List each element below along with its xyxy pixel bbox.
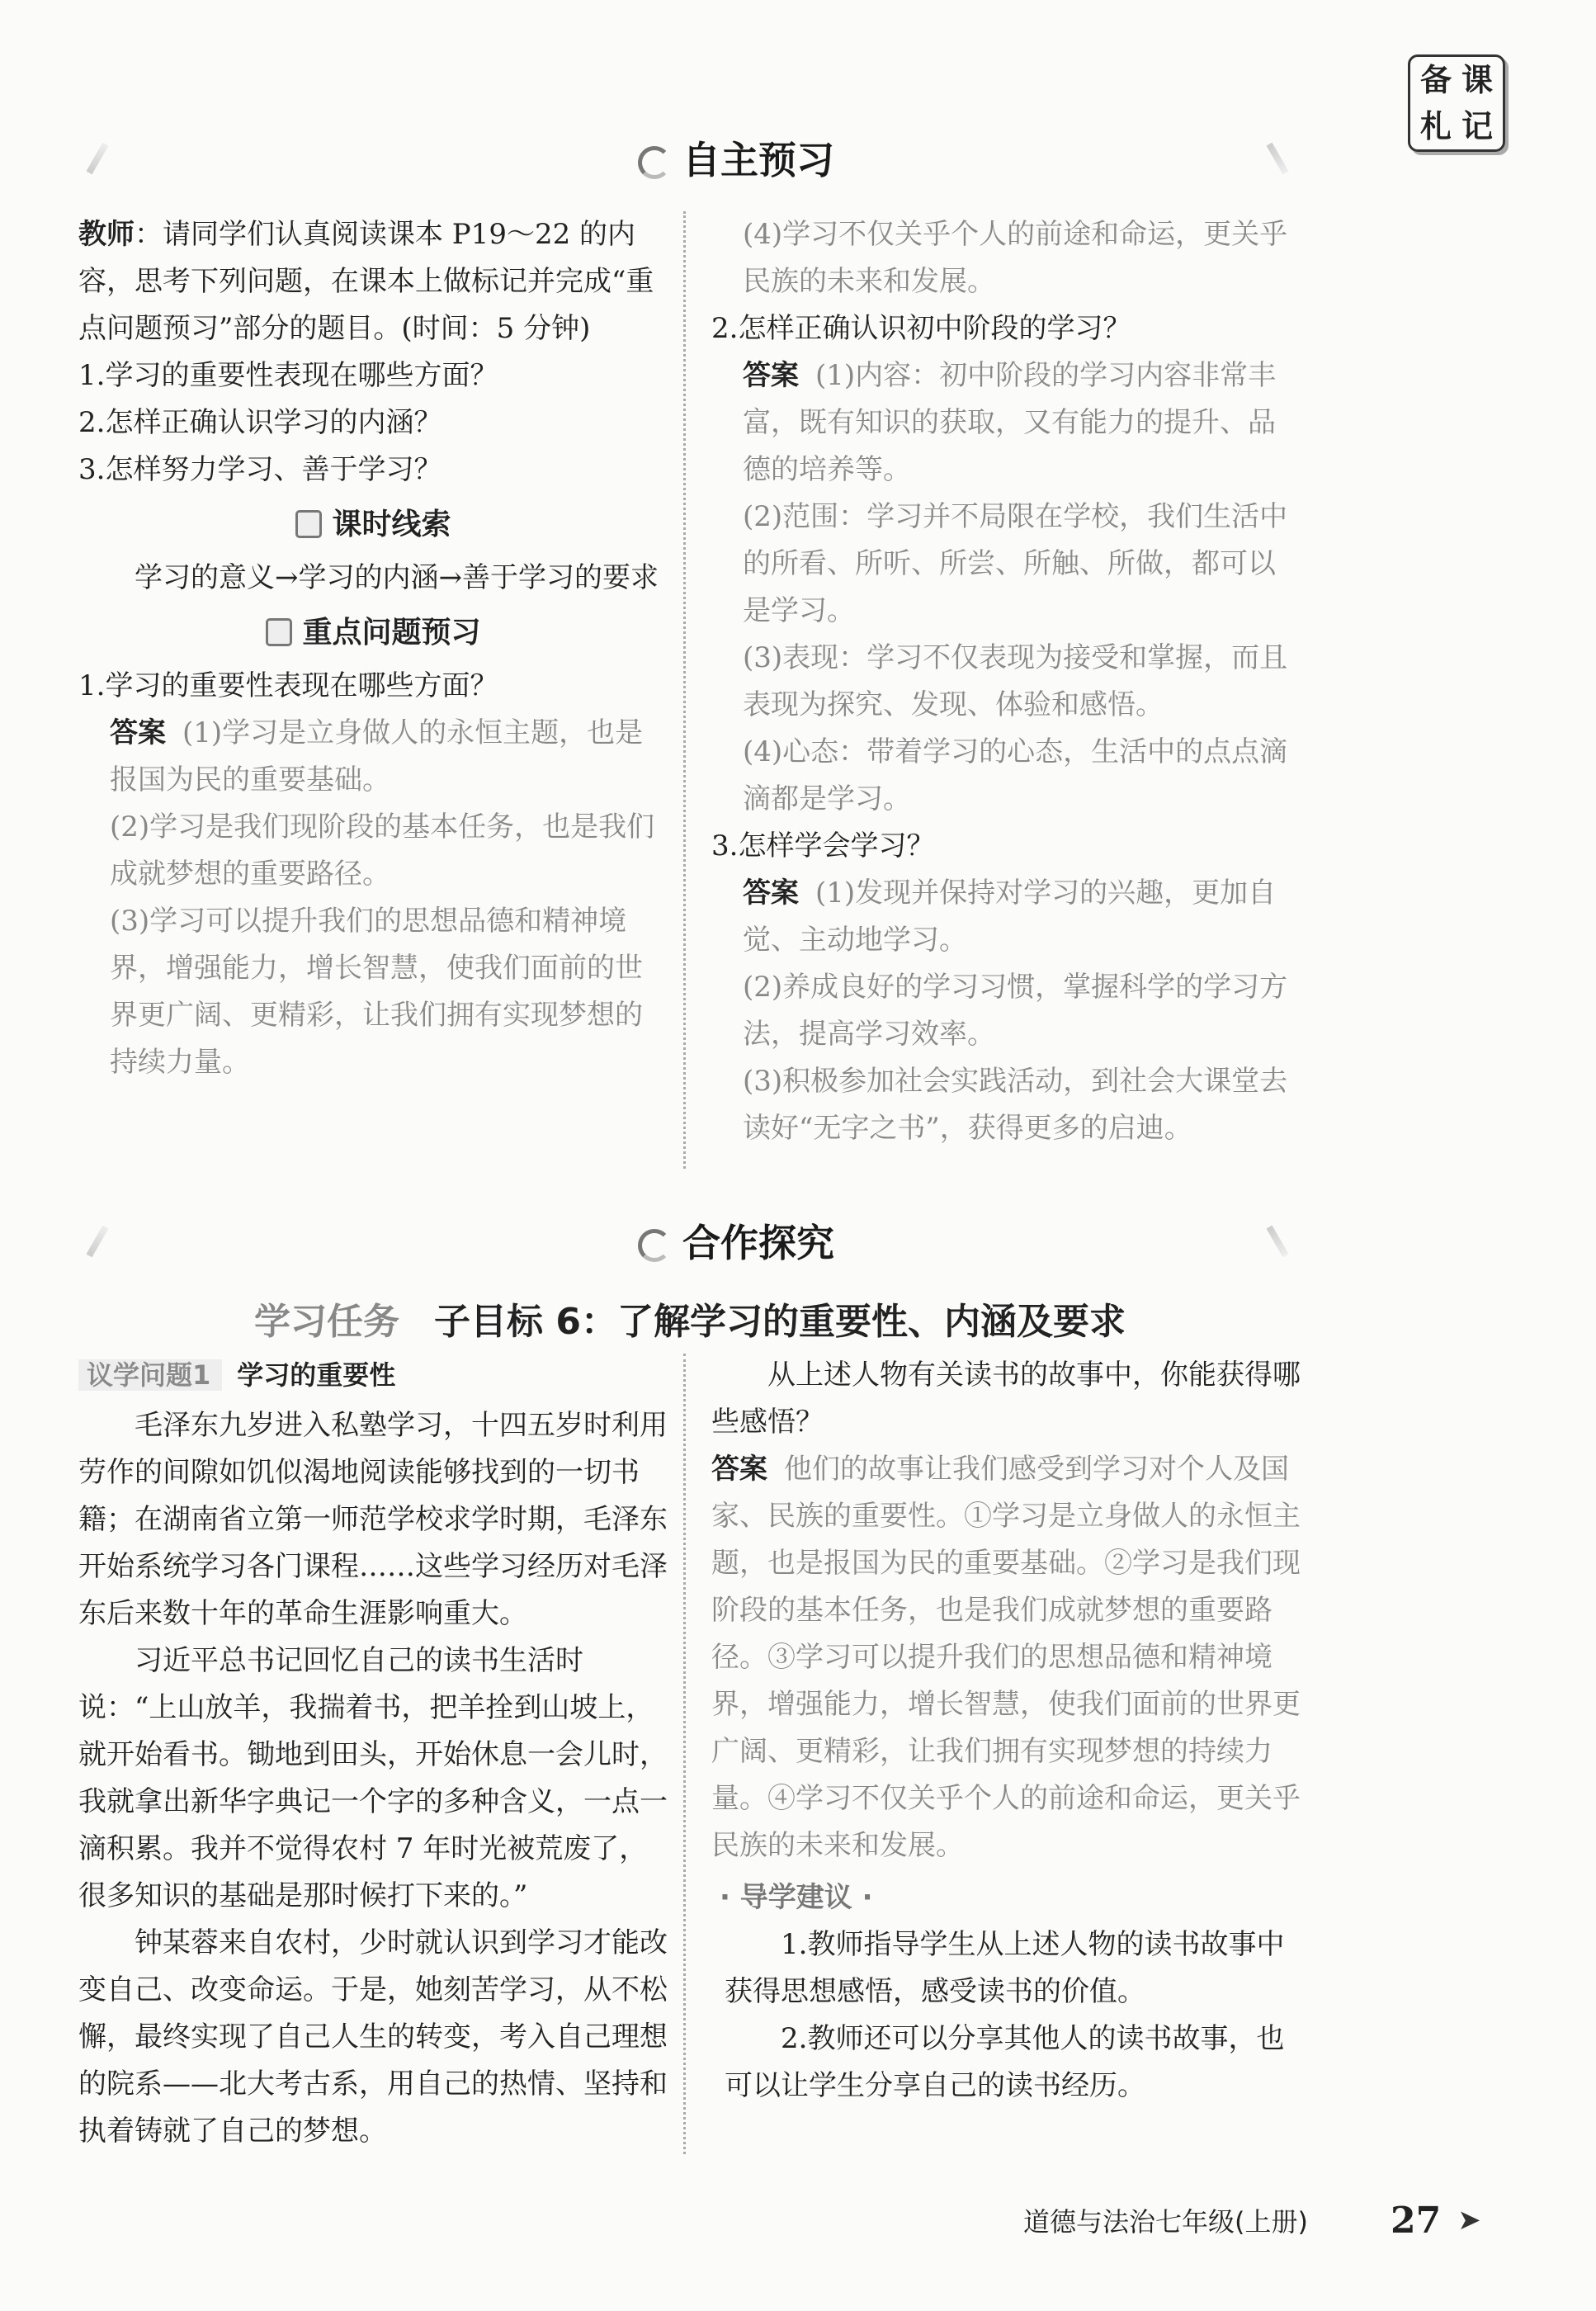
- guide-item: 1.教师指导学生从上述人物的读书故事中获得思想感悟，感受读书的价值。: [725, 1928, 1285, 2008]
- key-question: 2.怎样正确认识初中阶段的学习？: [711, 312, 1131, 345]
- answer-line: (2)学习是我们现阶段的基本任务，也是我们成就梦想的重要路径。: [110, 811, 655, 891]
- key-questions-heading: 重点问题预习: [78, 607, 668, 658]
- discussion-question: 从上述人物有关读书的故事中，你能获得哪些感悟？: [711, 1359, 1301, 1439]
- story-paragraph: 钟某蓉来自农村，少时就认识到学习才能改变自己、改变命运。于是，她刻苦学习，从不松懈，最终实现了自己人生的转变，考入自己理想的院系——北大考古系，用自己的热情、坚持和执着铸就了自己的梦想。: [78, 1926, 668, 2148]
- answer-line: (3)学习可以提升我们的思想品德和精神境界，增强能力，增长智慧，使我们面前的世界更广阔、更精彩，让我们拥有实现梦想的持续力量。: [110, 905, 643, 1079]
- answer-line: (2)养成良好的学习习惯，掌握科学的学习方法，提高学习效率。: [743, 971, 1288, 1051]
- column-divider: [683, 1354, 686, 2154]
- preview-left-column: [78, 211, 668, 1086]
- clue-heading: 课时线索: [78, 499, 668, 550]
- answer-line: 答案 (1)内容：初中阶段的学习内容非常丰富，既有知识的获取，又有能力的提升、品德的培养等。: [743, 359, 1277, 486]
- stamp-char: 札: [1419, 108, 1452, 144]
- book-title: 道德与法治七年级(上册): [1023, 2206, 1308, 2238]
- answer-line: 答案 (1)学习是立身做人的永恒主题，也是报国为民的重要基础。: [110, 716, 644, 796]
- section-title: 合作探究: [682, 1221, 834, 1265]
- magnifier-icon: [635, 1224, 668, 1257]
- task-title: 子目标 6：了解学习的重要性、内涵及要求: [434, 1301, 1126, 1343]
- story-paragraph: 毛泽东九岁进入私塾学习，十四五岁时利用劳作的间隙如饥似渴地阅读能够找到的一切书籍；在湖南省立第一师范学校求学时期，毛泽东开始系统学习各门课程……这些学习经历对毛泽东后来数十年的革命生涯影响重大。: [78, 1409, 668, 1630]
- answer-line: (2)范围：学习并不局限在学校，我们生活中的所看、所听、所尝、所触、所做，都可以是学习。: [743, 500, 1288, 627]
- question-item: 1.学习的重要性表现在哪些方面？: [78, 359, 498, 392]
- section-header-preview: [479, 129, 990, 187]
- answer-paragraph: 答案 他们的故事让我们感受到学习对个人及国家、民族的重要性。①学习是立身做人的永恒主题，也是报国为民的重要基础。②学习是我们现阶段的基本任务，也是我们成就梦想的重要路径。③学习可以提升我们的思想品德和精神境界，增强能力，增长智慧，使我们面前的世界更广阔、更精彩，让我们拥有实现梦想的持续力量。④学习不仅关乎个人的前途和命运，更关乎民族的未来和发展。: [711, 1453, 1301, 1862]
- task-label: 学习任务: [254, 1301, 400, 1343]
- story-paragraph: 习近平总书记回忆自己的读书生活时说：“上山放羊，我揣着书，把羊拴到山坡上，就开始看书。锄地到田头，开始休息一会儿时，我就拿出新华字典记一个字的多种含义，一点一滴积累。我并不觉得农村 7 年时光被荒废了，很多知识的基础是那时候打下来的。”: [78, 1644, 668, 1912]
- question-item: 2.怎样正确认识学习的内涵？: [78, 406, 442, 439]
- key-question: 1.学习的重要性表现在哪些方面？: [78, 669, 498, 702]
- notes-stamp: [1408, 54, 1505, 152]
- answer-line: (4)心态：带着学习的心态，生活中的点点滴滴都是学习。: [743, 735, 1288, 815]
- answer-line: (3)积极参加社会实践活动，到社会大课堂去读好“无字之书”，获得更多的启迪。: [743, 1065, 1288, 1145]
- header-deco-left: [87, 1226, 109, 1258]
- stamp-char: 课: [1461, 62, 1493, 98]
- explore-right-column: [711, 1352, 1301, 2110]
- guide-item: 2.教师还可以分享其他人的读书故事，也可以让学生分享自己的读书经历。: [725, 2022, 1285, 2102]
- key-question: 3.怎样学会学习？: [711, 829, 935, 862]
- header-deco-left: [87, 143, 109, 175]
- page-footer: [1023, 2195, 1485, 2245]
- answer-line: (3)表现：学习不仅表现为接受和掌握，而且表现为探究、发现、体验和感悟。: [743, 641, 1288, 721]
- book-icon: [266, 618, 292, 646]
- preview-right-column: [711, 211, 1301, 1152]
- note-icon: [295, 510, 322, 538]
- stamp-char: 备: [1419, 62, 1452, 98]
- issue-heading: 议学问题1 学习的重要性: [78, 1352, 395, 1399]
- section-title: 自主预习: [682, 138, 834, 182]
- section-header-explore: [479, 1212, 990, 1269]
- header-deco-right: [1267, 143, 1289, 175]
- page-number: 27: [1390, 2199, 1442, 2242]
- question-item: 3.怎样努力学习、善于学习？: [78, 453, 442, 486]
- guide-heading: · 导学建议 ·: [720, 1881, 873, 1914]
- column-divider: [683, 211, 686, 1169]
- stamp-char: 记: [1461, 108, 1493, 144]
- arrow-icon: ➤: [1457, 2204, 1481, 2237]
- header-deco-right: [1267, 1226, 1289, 1258]
- swirl-icon: [635, 141, 668, 174]
- answer-line: (4)学习不仅关乎个人的前途和命运，更关乎民族的未来和发展。: [743, 218, 1288, 298]
- explore-left-column: [78, 1352, 668, 2155]
- answer-line: 答案 (1)发现并保持对学习的兴趣，更加自觉、主动地学习。: [743, 877, 1277, 957]
- teacher-instruction: 教师：请同学们认真阅读课本 P19～22 的内容，思考下列问题，在课本上做标记并完成“重点问题预习”部分的题目。(时间：5 分钟): [78, 218, 654, 345]
- learning-task-row: [78, 1288, 1301, 1349]
- clue-text: 学习的意义→学习的内涵→善于学习的要求: [135, 561, 659, 594]
